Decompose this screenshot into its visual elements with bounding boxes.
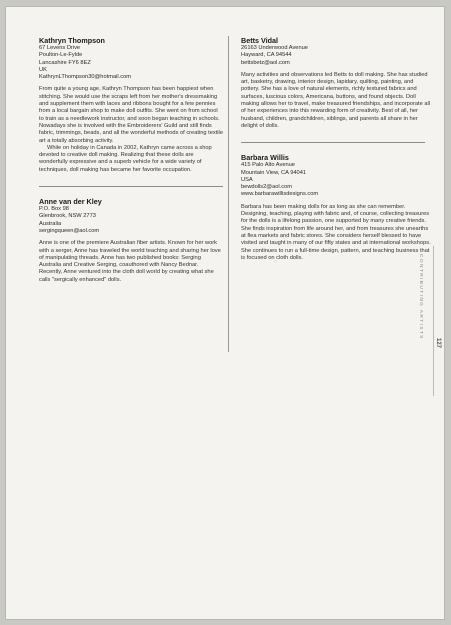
artist-entry-barbara-willis xyxy=(241,153,431,262)
address-line: P.O. Box 98 xyxy=(39,206,69,213)
artist-bio: Anne is one of the premiere Australian fiber artists. Known for her work with a serger, Anne has traveled the world teaching and sharing her love of manipulating threads. Anne has two published books: Serging Australia and Creative Serging, coauthored with Nancy Bednar. Recently, Anne ventured into the cloth doll world by creating what she calls "sergically enhanced" dolls. xyxy=(39,240,221,283)
address-line: Poulton-Le-Fylde xyxy=(39,52,83,59)
website-address: www.barbarawillisdesigns.com xyxy=(241,191,319,198)
address-line: USA xyxy=(241,176,253,183)
book-page xyxy=(5,6,445,620)
sidebar-rule xyxy=(433,246,434,396)
artist-name: Kathryn Thompson xyxy=(39,36,105,45)
artist-bio: Many activities and observations led Betts to doll making. She has studied art, basketry, drawing, interior design, lapidary, quilting, painting, and pottery. She has a love of natural elements, richly textured fabrics and surfaces, luscious colors, Americana, buttons, and found objects. Doll making allows her to travel, make treasured friendships, and incorporate all of her experiences into this rewarding form of creativity. Best of all, her husband, children, grandchildren, siblings, and parents all share in her delight of dolls. xyxy=(241,71,431,129)
left-column xyxy=(39,36,223,294)
page-number: 127 xyxy=(435,337,442,349)
address-line: Lancashire FY6 8EZ xyxy=(39,59,91,66)
artist-name: Barbara Willis xyxy=(241,153,289,163)
address-line: Glenbrook, NSW 2773 xyxy=(39,213,96,220)
artist-name: Betts Vidal xyxy=(241,36,279,45)
divider xyxy=(241,142,425,143)
artist-name: Anne van der Kley xyxy=(39,197,102,207)
artist-bio: Barbara has been making dolls for as long as she can remember. Designing, teaching, playing with fabric and, of course, collecting treasures for the dolls is a lifelong passion, one supported by many creative friends. She finds inspiration from life around her, and from treasures she unearths at flea markets and fabric stores. She considers herself blessed to have visited and taught in many of our fifty states and at international workshops. She continues to run a full-time design, pattern, and teaching business that is focused on cloth dolls. xyxy=(241,203,431,261)
email-address: KathrynLThompson30@hotmail.com xyxy=(39,74,131,81)
address-line: 415 Palo Alto Avenue xyxy=(241,162,295,169)
right-column xyxy=(241,36,431,272)
artist-entry-kathryn-thompson xyxy=(39,36,223,174)
artist-entry-anne-van-der-kley xyxy=(39,197,223,284)
address-line: 26163 Underwood Avenue xyxy=(241,45,308,51)
address-line: Australia xyxy=(39,220,62,227)
artist-entry-betts-vidal xyxy=(241,36,431,130)
address-line: Mountain View, CA 94041 xyxy=(241,169,307,176)
artist-bio: From quite a young age, Kathryn Thompson has been happiest when stitching. She would use the scraps left from her mother's dressmaking and supplement them with laces and ribbons bought for a few pennies from a local bargain shop to make doll outfits. She went on from school to train as a needlework instructor, and soon began teaching in schools. Nowadays she is involved with the Embroiderers' Guild and still finds fabric, trimmings, beads, and all the wonderful methods of creating textile art a totally absorbing activity. xyxy=(39,86,223,144)
section-label: CONTRIBUTING ARTISTS xyxy=(418,254,423,340)
column-divider xyxy=(228,36,229,352)
email-address: bettsbetz@aol.com xyxy=(241,59,290,66)
address-line: 67 Levens Drive xyxy=(39,45,81,51)
email-address: bewdolls2@aol.com xyxy=(241,184,292,191)
divider xyxy=(39,186,223,187)
address-line: Hayward, CA 94544 xyxy=(241,52,292,59)
artist-bio: While on holiday in Canada in 2002, Kathryn came across a shop devoted to creative doll making. Realizing that these dolls are wonderfully expressive and a superb vehicle for a wide variety of techniques, doll making has became her favorite occupation. xyxy=(39,144,212,173)
email-address: sergingqueen@aol.com xyxy=(39,227,100,234)
address-line: UK xyxy=(39,66,47,73)
